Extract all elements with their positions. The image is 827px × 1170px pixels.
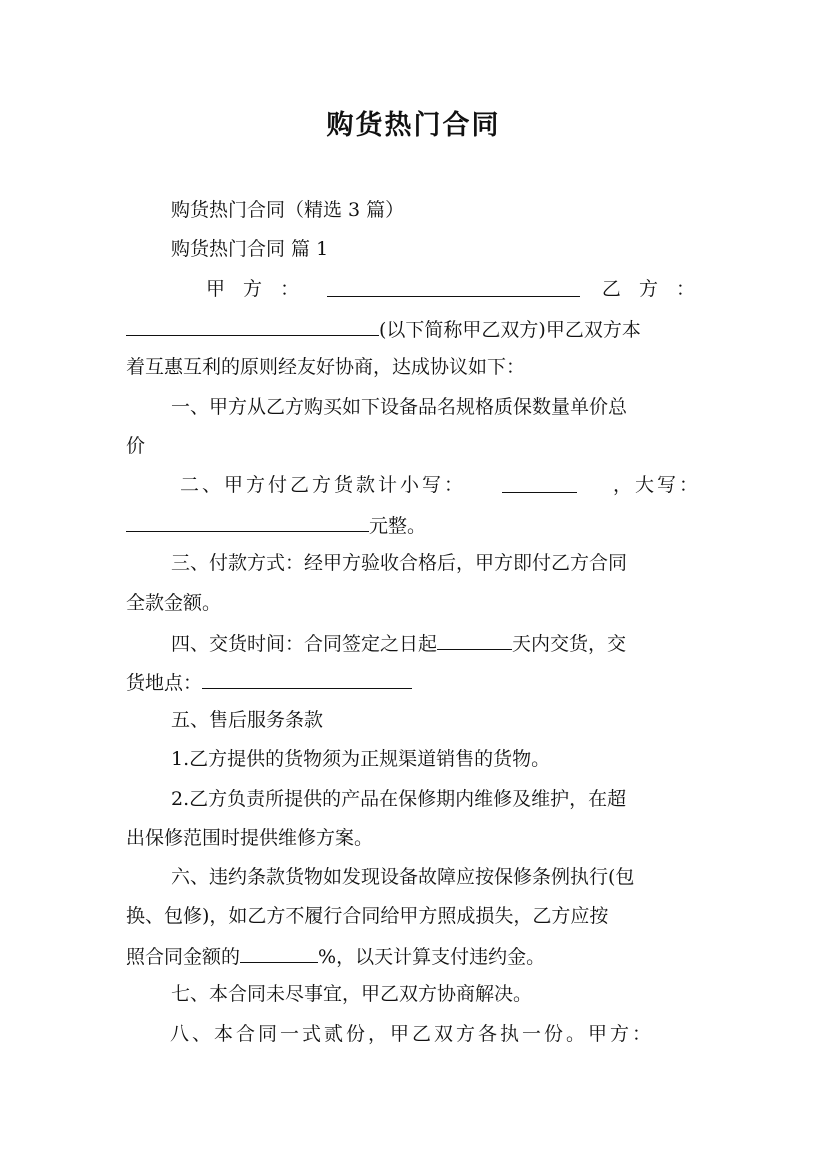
intro-continuation: 着互惠互利的原则经友好协商，达成协议如下： (126, 356, 526, 378)
clause-2-continuation (126, 510, 701, 540)
clause-5-item-2-continuation: 出保修范围时提供维修方案。 (126, 827, 374, 849)
clause-4-tail: 天内交货，交 (512, 633, 627, 655)
party-line (126, 275, 701, 303)
amount-small-blank (502, 471, 577, 493)
clause-4-text: 四、交货时间：合同签定之日起 (171, 633, 438, 655)
delivery-location-blank (202, 667, 412, 689)
clause-7: 七、本合同未尽事宜，甲乙双方协商解决。 (171, 983, 533, 1005)
clause-4 (126, 628, 701, 658)
clause-5-item-2: 2.乙方负责所提供的产品在保修期内维修及维护，在超 (171, 788, 627, 810)
clause-6-tail: %，以天计算支付违约金。 (318, 946, 546, 968)
clause-5-item-1: 1.乙方提供的货物须为正规渠道销售的货物。 (171, 748, 551, 770)
party-a-label: 甲 方 ： (206, 278, 306, 300)
clause-5: 五、售后服务条款 (171, 709, 324, 731)
clause-6-text: 照合同金额的 (126, 946, 241, 968)
document-subtitle: 购货热门合同（精选 3 篇） (171, 199, 405, 221)
clause-6: 六、违约条款货物如发现设备故障应按保修条例执行(包 (171, 866, 635, 888)
clause-6-line-3 (126, 941, 701, 971)
intro-line (126, 314, 701, 344)
clause-3-continuation: 全款金额。 (126, 592, 222, 614)
clause-2-upper: ，大写： (612, 474, 701, 496)
clause-4-continuation (126, 667, 701, 697)
document-title: 购货热门合同 (326, 110, 501, 141)
party-b-label: 乙 方 ： (601, 278, 701, 300)
clause-1-continuation: 价 (126, 435, 146, 457)
delivery-days-blank (437, 628, 512, 650)
amount-capital-blank (126, 510, 369, 532)
clause-2-text: 二、甲方付乙方货款计小写： (180, 474, 467, 496)
party-a-blank (327, 275, 580, 297)
clause-2-end: 元整。 (369, 515, 427, 537)
clause-8: 八、本合同一式贰份，甲乙双方各执一份。甲方： (170, 1023, 655, 1045)
intro-tail: (以下简称甲乙双方)甲乙双方本 (379, 319, 641, 341)
clause-1: 一、甲方从乙方购买如下设备品名规格质保数量单价总 (171, 396, 628, 418)
section-heading: 购货热门合同 篇 1 (171, 238, 329, 260)
clause-2 (126, 471, 701, 499)
clause-3: 三、付款方式：经甲方验收合格后，甲方即付乙方合同 (171, 552, 628, 574)
party-b-blank (126, 314, 379, 336)
clause-6-line-2: 换、包修)，如乙方不履行合同给甲方照成损失，乙方应按 (126, 905, 609, 927)
penalty-percent-blank (240, 941, 318, 963)
delivery-location-label: 货地点： (126, 672, 203, 694)
